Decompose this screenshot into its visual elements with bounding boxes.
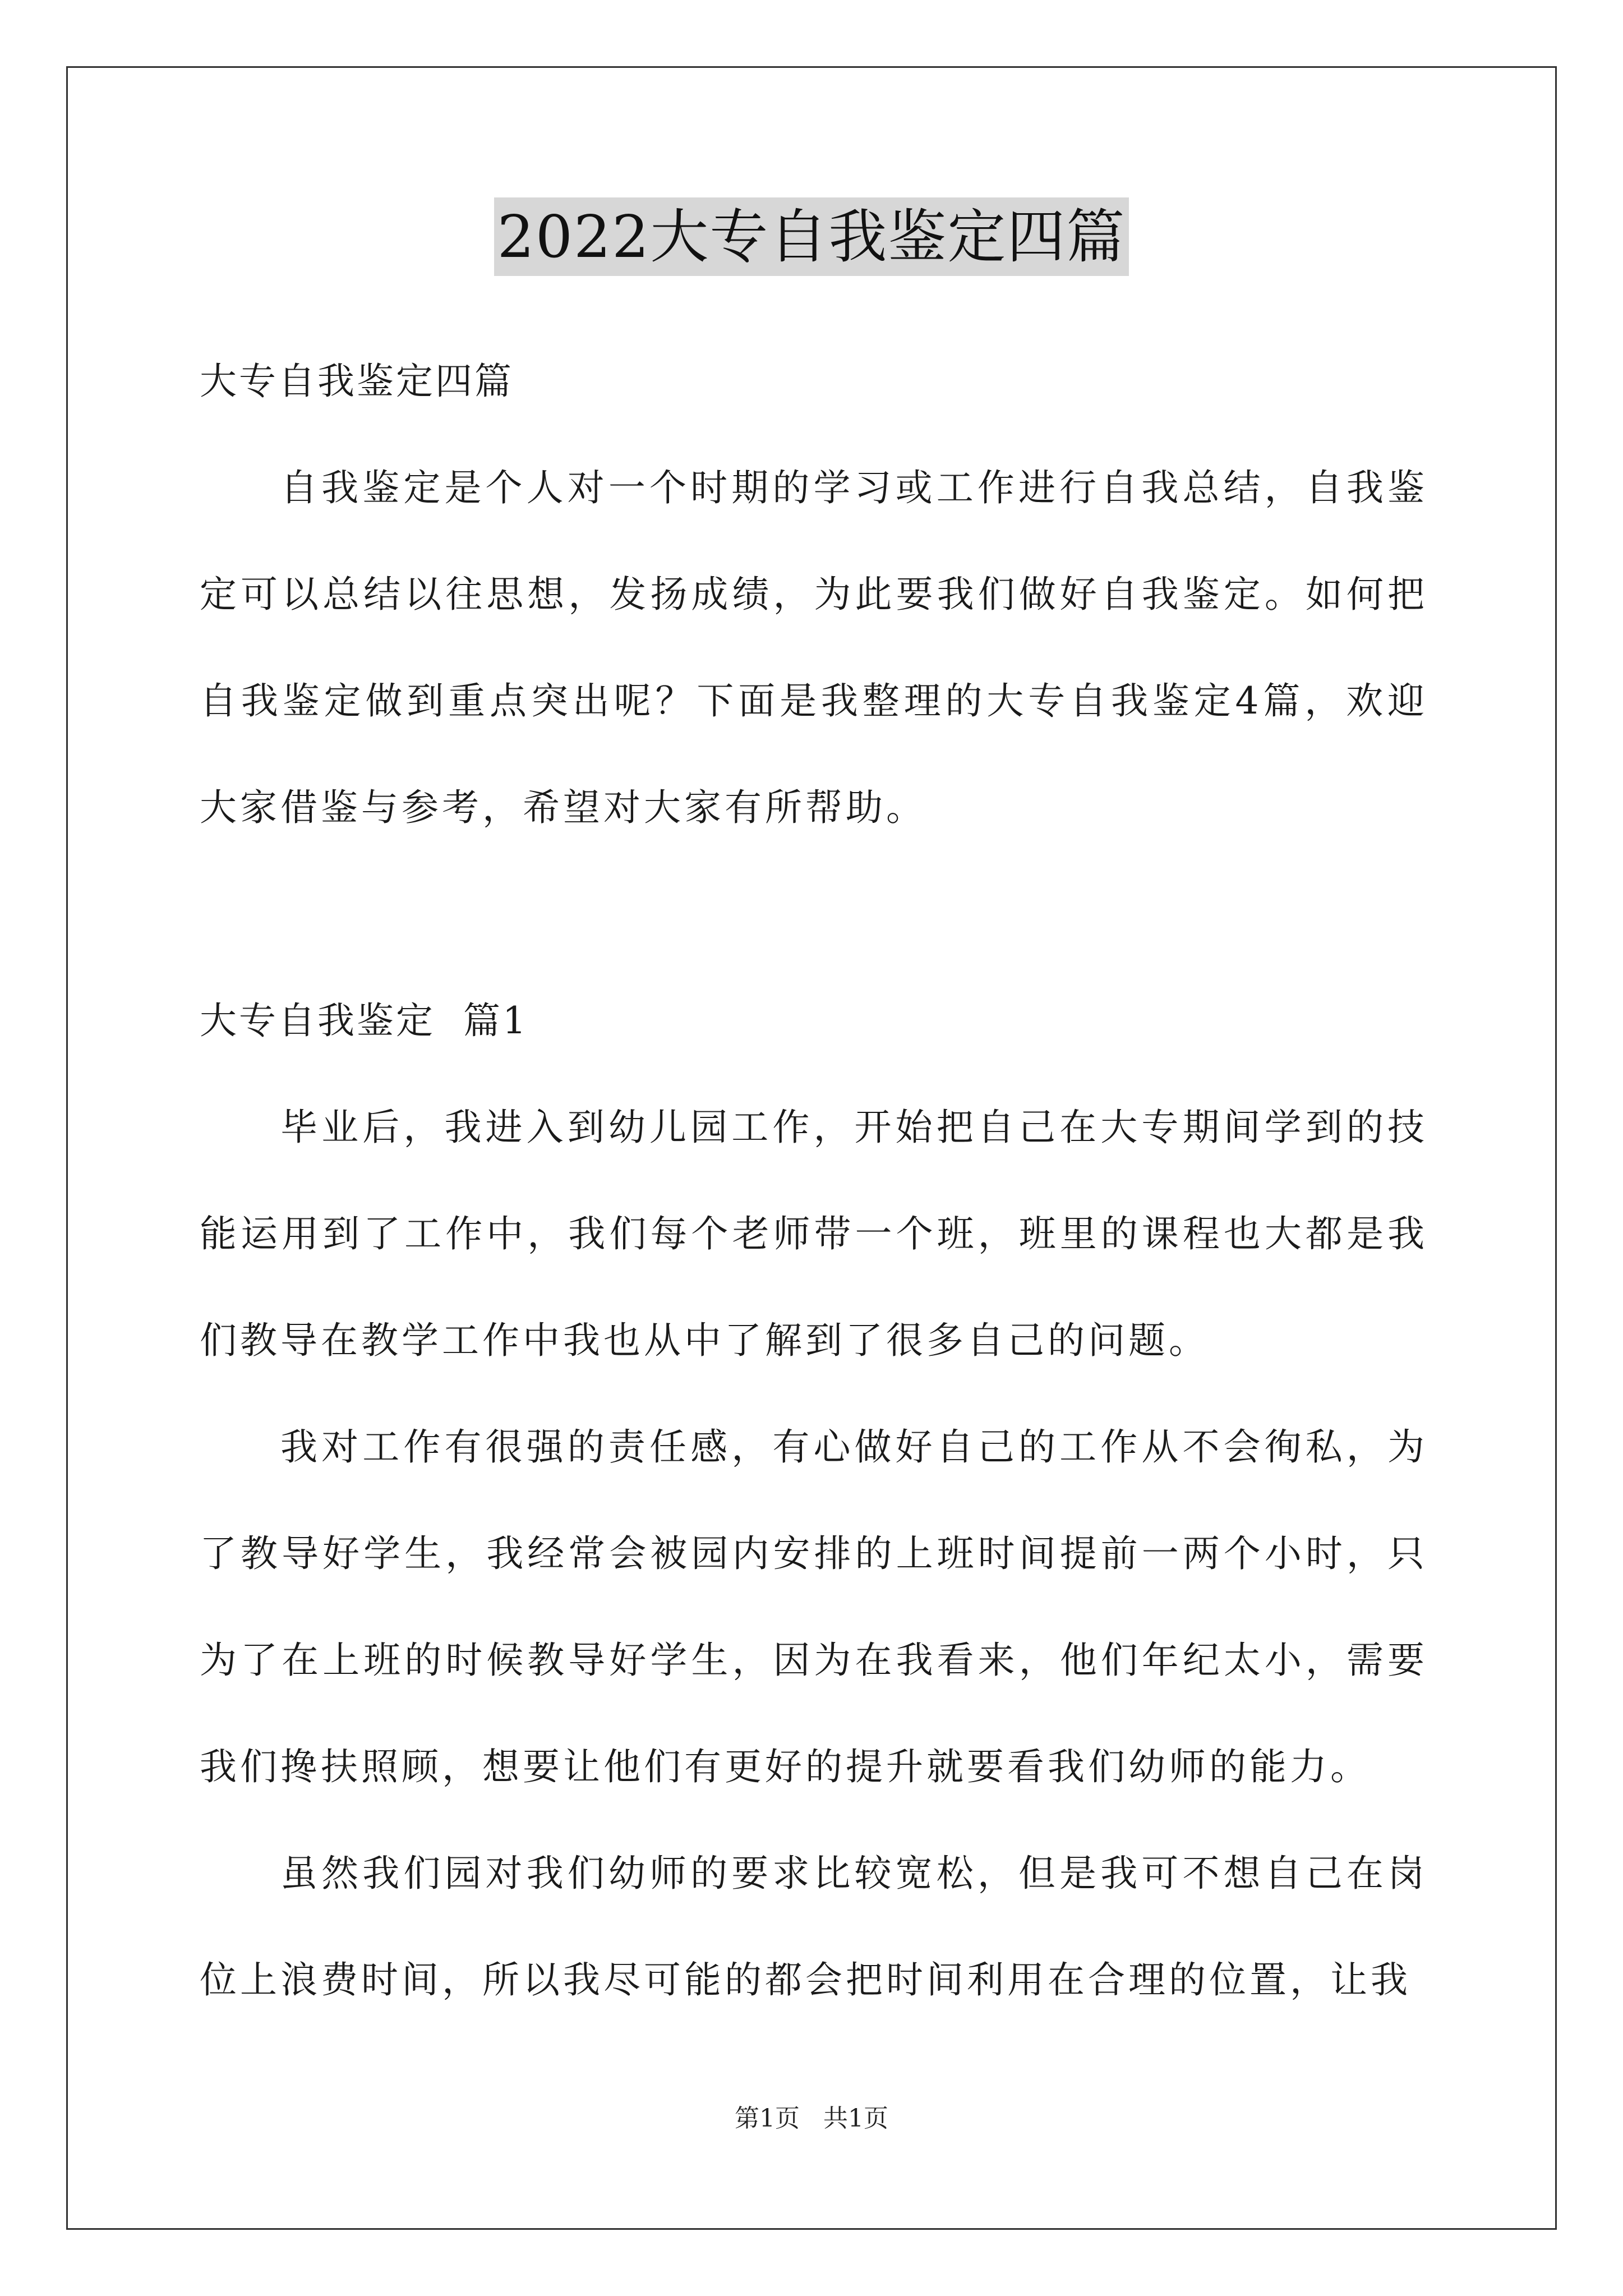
page-number-footer: 第1页 共1页 [735,2104,888,2133]
document-subtitle: 大专自我鉴定四篇 [200,360,514,403]
intro-paragraph: 自我鉴定是个人对一个时期的学习或工作进行自我总结，自我鉴定可以总结以往思想，发扬成绩，为此要我们做好自我鉴定。如何把自我鉴定做到重点突出呢？下面是我整理的大专自我鉴定4篇，欢迎大家借鉴与参考，希望对大家有所帮助。 [200,466,1428,829]
body-paragraph: 我对工作有很强的责任感，有心做好自己的工作从不会徇私，为了教导好学生，我经常会被园内安排的上班时间提前一两个小时，只为了在上班的时候教导好学生，因为在我看来，他们年纪太小，需要我们搀扶照顾，想要让他们有更好的提升就要看我们幼师的能力。 [200,1425,1428,1788]
title-container [0,197,1623,276]
body-paragraph: 虽然我们园对我们幼师的要求比较宽松，但是我可不想自己在岗位上浪费时间，所以我尽可能的都会把时间利用在合理的位置，让我 [200,1852,1428,2001]
document-title: 2022大专自我鉴定四篇 [494,197,1129,276]
body-paragraph: 毕业后，我进入到幼儿园工作，开始把自己在大专期间学到的技能运用到了工作中，我们每个老师带一个班，班里的课程也大都是我们教导在教学工作中我也从中了解到了很多自己的问题。 [200,1106,1428,1362]
section-heading: 大专自我鉴定 篇1 [200,999,528,1042]
document-body [200,328,1428,2033]
